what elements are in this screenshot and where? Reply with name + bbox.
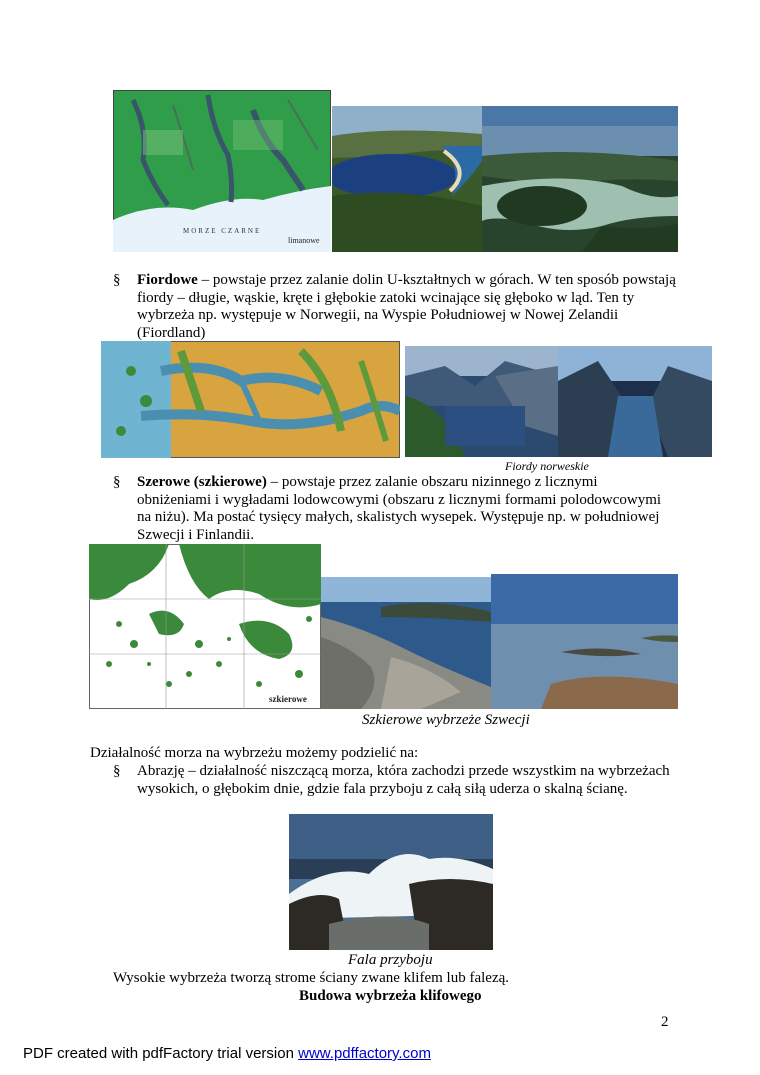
- fiordowe-text: – powstaje przez zalanie dolin U-kształtnych w górach. W ten sposób powstają fiordy – długie, wąskie, kręte i głębokie zatoki wcinające się głęboko w ląd. Ten ty wybrzeża np. występuje w Norwegii, na Wyspie Południowej w Nowej Zelandii (Fiordland): [137, 272, 676, 341]
- wave-photo: [289, 814, 493, 950]
- fjord-caption: Fiordy norweskie: [505, 459, 589, 473]
- lagoon-photo-2: [482, 106, 678, 252]
- skerry-photo-1: [321, 577, 491, 709]
- liman-map-image: [113, 90, 331, 252]
- abrazja-paragraph: Abrazję – działalność niszczącą morza, która zachodzi przede wszystkim na wybrzeżach wysokich, o głębokim dnie, gdzie fala przyboju z całą siłą uderza o skalną ścianę.: [137, 763, 670, 797]
- liman-sea-label: MORZE CZARNE: [183, 227, 262, 235]
- skerry-photo-2: [491, 574, 678, 709]
- szerowe-text: – powstaje przez zalanie obszaru nizinnego z licznymi obniżeniami i wygładami lodowcowymi (obszaru z licznymi formami polodowcowymi na niżu). Ma postać tysięcy małych, skalistych wysepek. Występuje np. w południowej Szwecji i Finlandii.: [137, 474, 662, 543]
- skerry-caption: Szkierowe wybrzeże Szwecji: [362, 712, 530, 728]
- szerowe-paragraph: [137, 474, 667, 544]
- bullet-symbol: §: [113, 272, 121, 288]
- page-number: 2: [661, 1014, 669, 1030]
- klif-heading: Budowa wybrzeża klifowego: [299, 988, 482, 1004]
- fjord-photo-2: [558, 346, 712, 457]
- klif-text: Wysokie wybrzeża tworzą strome ściany zwane klifem lub falezą.: [113, 970, 510, 986]
- activity-intro: Działalność morza na wybrzeżu możemy podzielić na:: [90, 745, 419, 761]
- pdf-footer: [23, 1045, 431, 1062]
- skerry-label: szkierowe: [269, 694, 307, 704]
- skerry-map-image: [89, 544, 321, 709]
- liman-label: limanowe: [288, 236, 320, 245]
- szerowe-term: Szerowe (szkierowe): [137, 474, 267, 490]
- fiordowe-term: Fiordowe: [137, 272, 198, 288]
- pdffactory-link[interactable]: www.pdffactory.com: [298, 1045, 431, 1062]
- bullet-symbol: §: [113, 763, 121, 779]
- footer-prefix: PDF created with pdfFactory trial version: [23, 1045, 299, 1062]
- wave-caption: Fala przyboju: [348, 952, 433, 968]
- fiordowe-paragraph: [137, 272, 677, 342]
- bullet-symbol: §: [113, 474, 121, 490]
- lagoon-photo-1: [332, 106, 482, 252]
- fjord-photo-1: [405, 346, 558, 457]
- fjord-map-image: [101, 341, 400, 458]
